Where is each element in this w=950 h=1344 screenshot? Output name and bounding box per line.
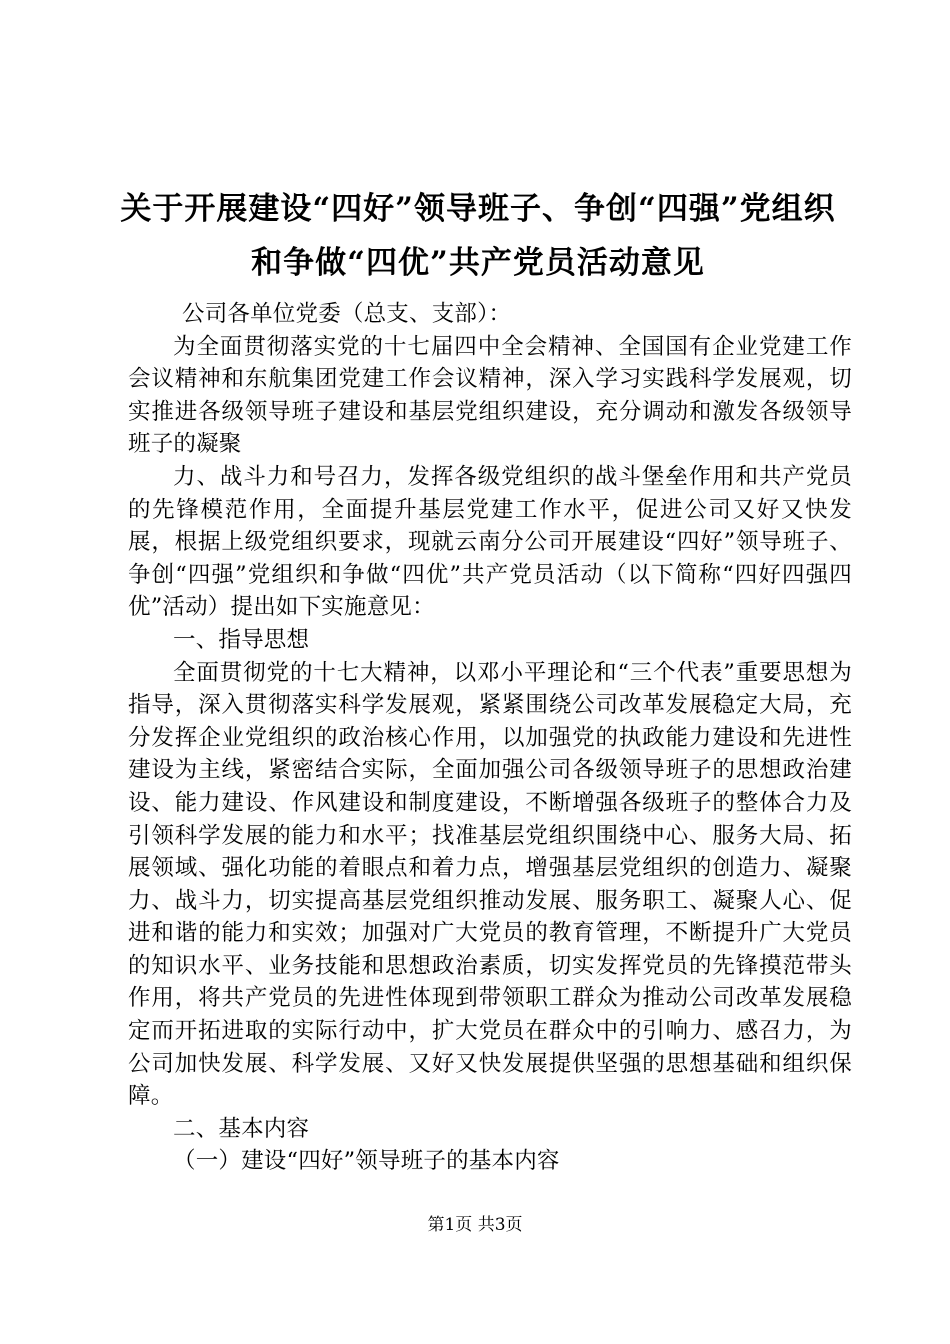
- page-number-footer: 第1页 共3页: [427, 1215, 523, 1235]
- salutation-paragraph: 公司各单位党委（总支、支部）：: [182, 301, 512, 327]
- intro-paragraph: 为全面贯彻落实党的十七届四中全会精神、全国国有企业党建工作会议精神和东航集团党建工作会议精神，深入学习实践科学发展观，切实推进各级领导班子建设和基层党组织建设，充分调动和激发各级领导班子的凝聚: [128, 333, 852, 458]
- intro-paragraph-continued: 力、战斗力和号召力，发挥各级党组织的战斗堡垒作用和共产党员的先锋模范作用，全面提升基层党建工作水平，促进公司又好又快发展，根据上级党组织要求，现就云南分公司开展建设“四好”领导班子、争创“四强”党组织和争做“四优”共产党员活动（以下简称“四好四强四优”活动）提出如下实施意见：: [128, 463, 852, 621]
- document-title: 关于开展建设“四好”领导班子、争创“四强”党组织和争做“四优”共产党员活动意见: [120, 191, 836, 281]
- document-body: [128, 298, 852, 1178]
- subsection-heading-four-good-leadership: （一）建设“四好”领导班子的基本内容: [173, 1148, 560, 1175]
- guiding-ideology-paragraph: 全面贯彻党的十七大精神，以邓小平理论和“三个代表”重要思想为指导，深入贯彻落实科学发展观，紧紧围绕公司改革发展稳定大局，充分发挥企业党组织的政治核心作用，以加强党的执政能力建设和先进性建设为主线，紧密结合实际，全面加强公司各级领导班子的思想政治建设、能力建设、作风建设和制度建设，不断增强各级班子的整体合力及引领科学发展的能力和水平；找准基层党组织围绕中心、服务大局、拓展领域、强化功能的着眼点和着力点，增强基层党组织的创造力、凝聚力、战斗力，切实提高基层党组织推动发展、服务职工、凝聚人心、促进和谐的能力和实效；加强对广大党员的教育管理，不断提升广大党员的知识水平、业务技能和思想政治素质，切实发挥党员的先锋摸范带头作用，将共产党员的先进性体现到带领职工群众为推动公司改革发展稳定而开拓进取的实际行动中，扩大党员在群众中的引响力、感召力，为公司加快发展、科学发展、又好又快发展提供坚强的思想基础和组织保障。: [128, 659, 852, 1110]
- section-heading-guiding-ideology: 一、指导思想: [173, 626, 310, 653]
- section-heading-basic-content: 二、基本内容: [173, 1115, 310, 1142]
